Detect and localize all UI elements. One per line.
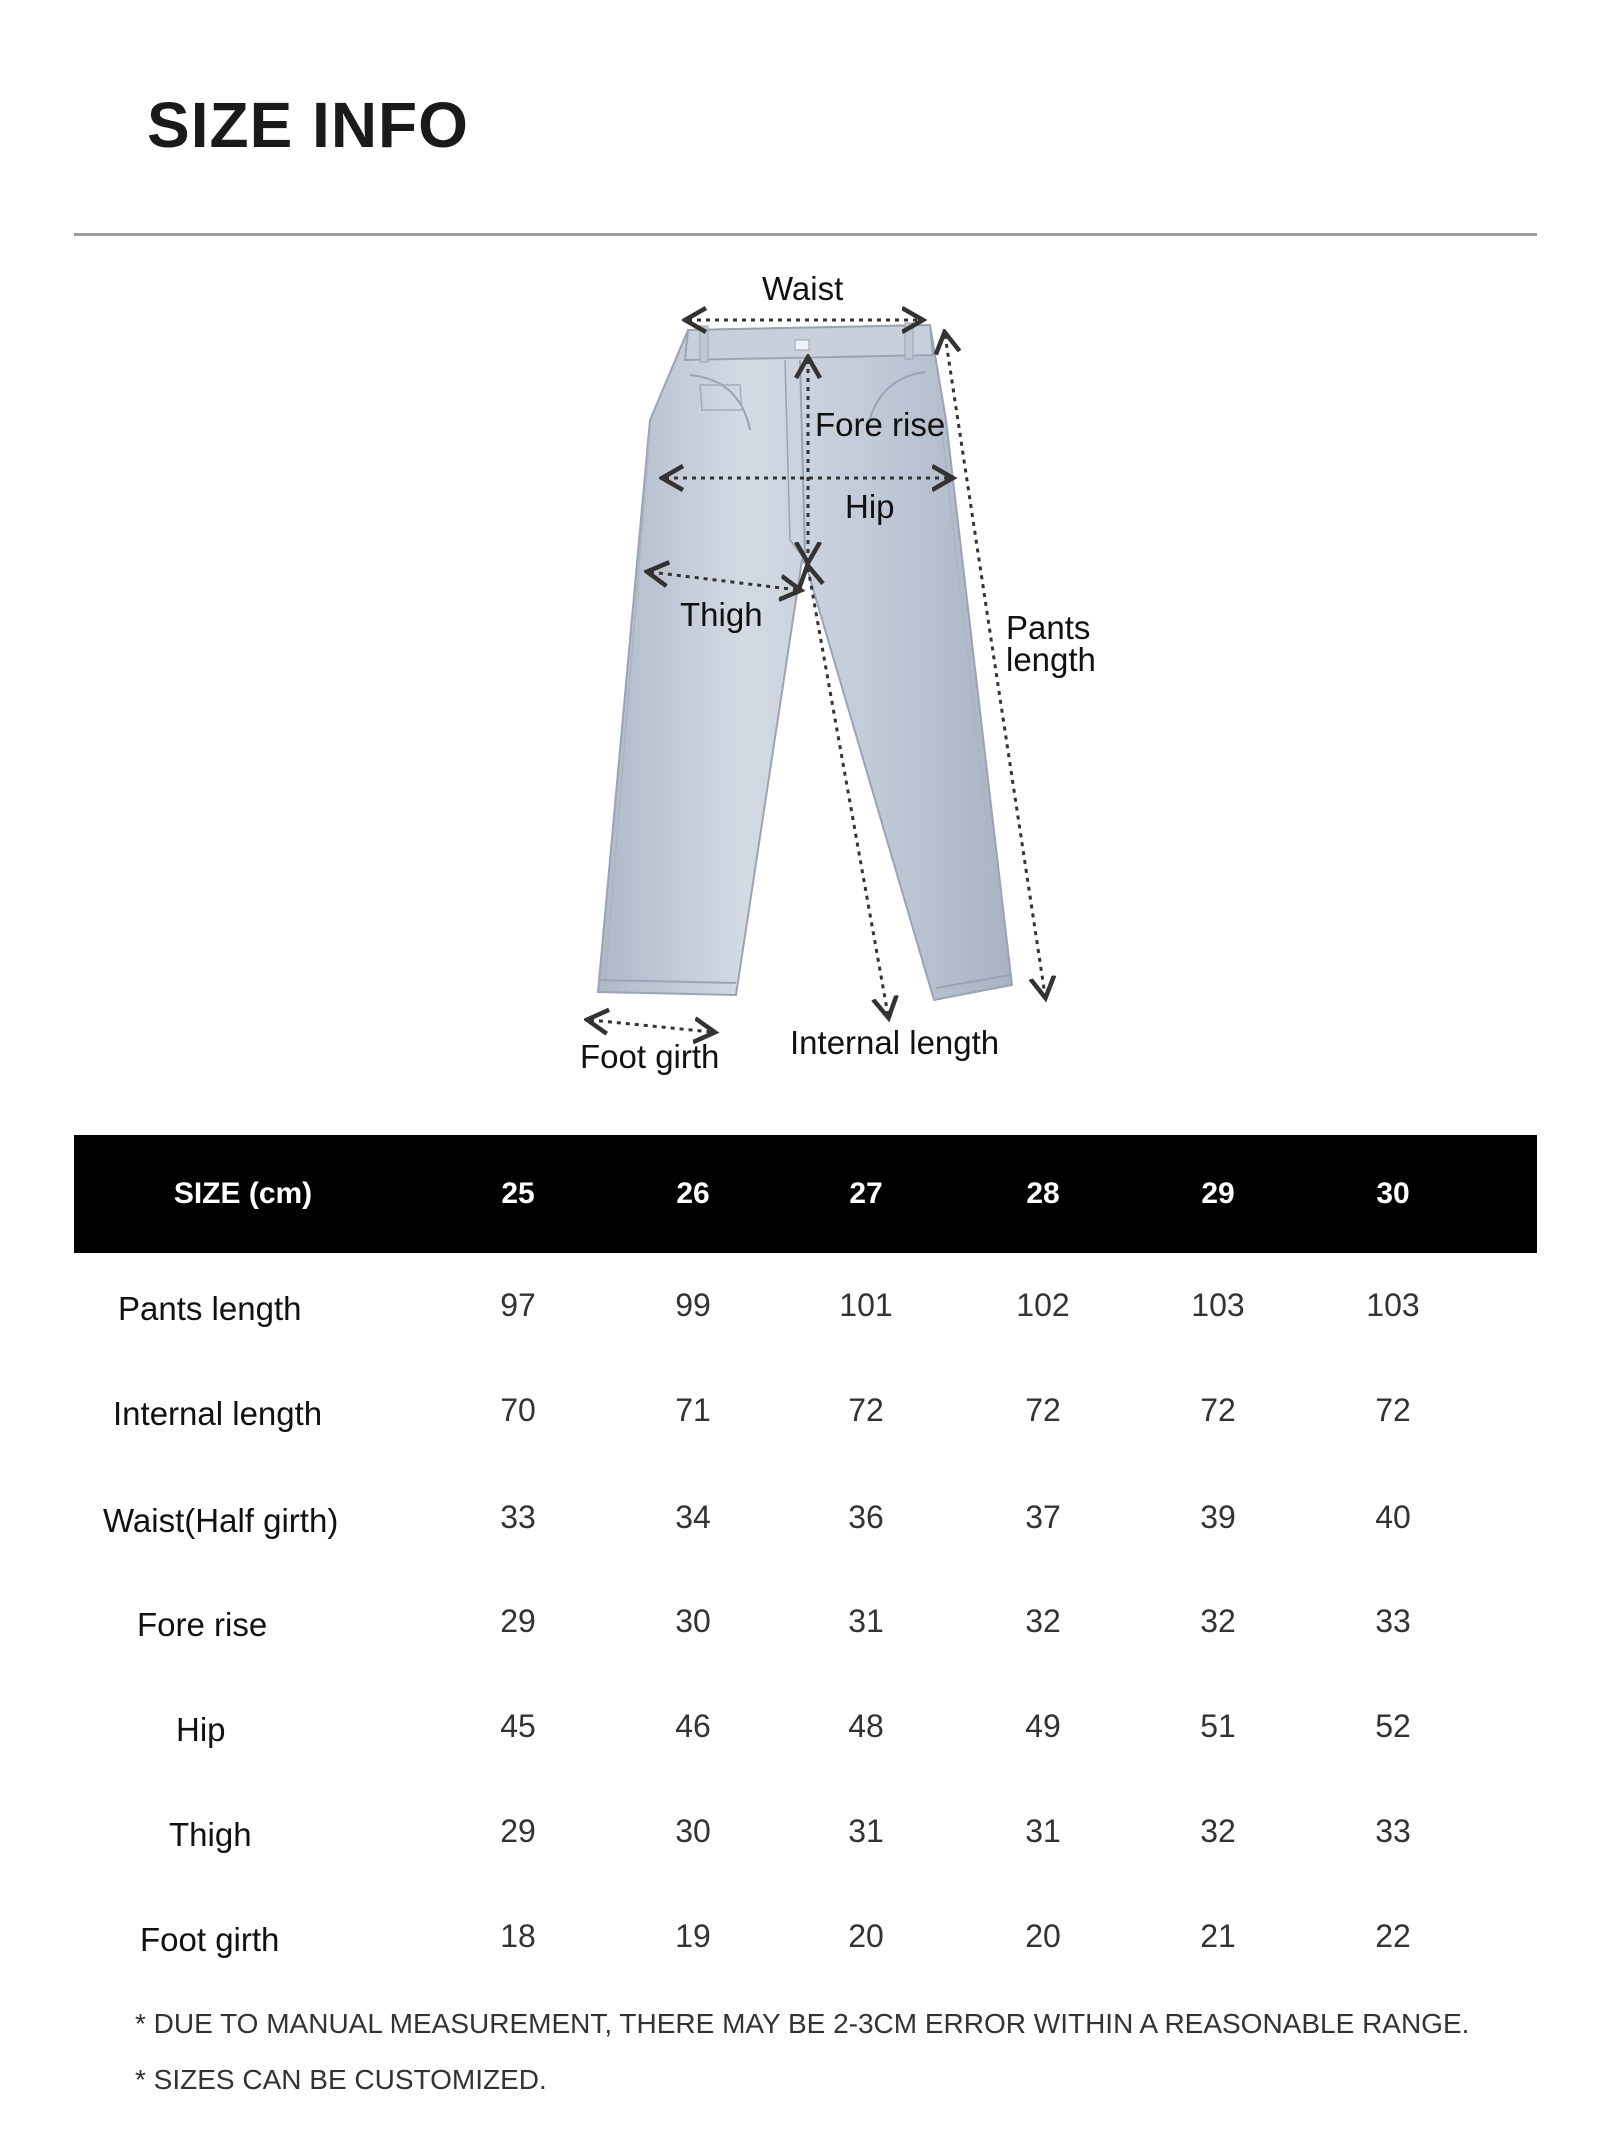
table-cell: 72 — [1025, 1392, 1061, 1428]
table-cell: 32 — [1200, 1603, 1236, 1639]
row-label: Waist(Half girth) — [103, 1502, 339, 1539]
row-label: Pants length — [118, 1290, 302, 1327]
table-cell: 31 — [848, 1603, 884, 1639]
table-cell: 22 — [1375, 1918, 1411, 1954]
table-cell: 40 — [1375, 1499, 1411, 1535]
row-label: Foot girth — [140, 1921, 280, 1958]
pants-length-label-line1: Pants — [1006, 609, 1091, 646]
foot-girth-label: Foot girth — [580, 1038, 720, 1075]
table-cell: 29 — [500, 1813, 536, 1849]
table-cell: 31 — [848, 1813, 884, 1849]
table-cell: 30 — [675, 1603, 711, 1639]
pants-length-label — [1006, 609, 1096, 678]
table-cell: 21 — [1200, 1918, 1236, 1954]
table-cell: 72 — [1200, 1392, 1236, 1428]
table-cell: 18 — [500, 1918, 536, 1954]
table-cell: 20 — [848, 1918, 884, 1954]
size-header-28: 28 — [1026, 1177, 1060, 1210]
size-header-30: 30 — [1376, 1177, 1410, 1210]
table-cell: 102 — [1016, 1287, 1070, 1323]
table-cell: 33 — [1375, 1603, 1411, 1639]
table-cell: 101 — [839, 1287, 893, 1323]
page-title: SIZE INFO — [147, 89, 469, 161]
foot-girth-line — [590, 1020, 712, 1032]
size-header-29: 29 — [1201, 1177, 1235, 1210]
table-cell: 72 — [848, 1392, 884, 1428]
table-cell: 99 — [675, 1287, 711, 1323]
pants-length-label-line2: length — [1006, 641, 1096, 678]
table-cell: 33 — [500, 1499, 536, 1535]
table-cell: 37 — [1025, 1499, 1061, 1535]
table-cell: 45 — [500, 1708, 536, 1744]
table-cell: 72 — [1375, 1392, 1411, 1428]
size-header-label: SIZE (cm) — [173, 1177, 313, 1210]
internal-length-label: Internal length — [790, 1024, 1000, 1061]
table-cell: 36 — [848, 1499, 884, 1535]
table-cell: 34 — [675, 1499, 711, 1535]
table-cell: 46 — [675, 1708, 711, 1744]
table-cell: 52 — [1375, 1708, 1411, 1744]
table-cell: 33 — [1375, 1813, 1411, 1849]
table-cell: 29 — [500, 1603, 536, 1639]
table-cell: 51 — [1200, 1708, 1236, 1744]
thigh-label: Thigh — [680, 596, 763, 633]
jeans-shape — [598, 323, 1012, 1000]
hip-label: Hip — [845, 488, 895, 525]
table-cell: 19 — [675, 1918, 711, 1954]
row-label: Fore rise — [137, 1606, 268, 1643]
note-measurement-error: * DUE TO MANUAL MEASUREMENT, THERE MAY BE 2-3CM ERROR WITHIN A REASONABLE RANGE. — [135, 2008, 1470, 2039]
table-cell: 31 — [1025, 1813, 1061, 1849]
table-cell: 48 — [848, 1708, 884, 1744]
table-cell: 32 — [1200, 1813, 1236, 1849]
table-cell: 103 — [1366, 1287, 1420, 1323]
size-header-25: 25 — [501, 1177, 535, 1210]
note-customizable: * SIZES CAN BE CUSTOMIZED. — [135, 2064, 547, 2095]
table-cell: 39 — [1200, 1499, 1236, 1535]
table-cell: 49 — [1025, 1708, 1061, 1744]
size-header-26: 26 — [676, 1177, 710, 1210]
table-cell: 97 — [500, 1287, 536, 1323]
table-cell: 32 — [1025, 1603, 1061, 1639]
size-header-27: 27 — [849, 1177, 883, 1210]
row-label: Thigh — [169, 1816, 252, 1853]
waist-label: Waist — [762, 270, 844, 307]
fore-rise-label: Fore rise — [815, 406, 946, 443]
table-cell: 70 — [500, 1392, 536, 1428]
table-cell: 20 — [1025, 1918, 1061, 1954]
row-label: Hip — [176, 1711, 226, 1748]
table-cell: 71 — [675, 1392, 711, 1428]
row-label: Internal length — [113, 1395, 323, 1432]
table-cell: 103 — [1191, 1287, 1245, 1323]
table-cell: 30 — [675, 1813, 711, 1849]
